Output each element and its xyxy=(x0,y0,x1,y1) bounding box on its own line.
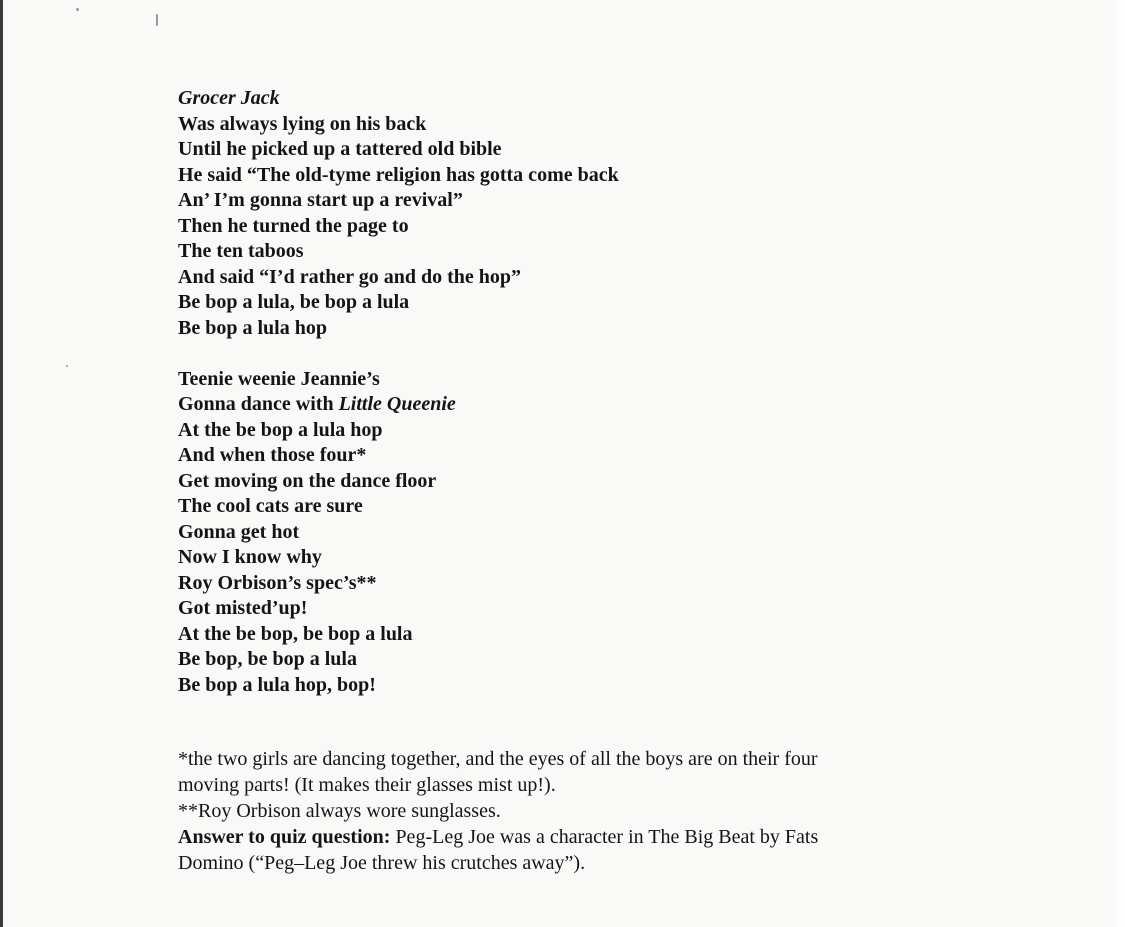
footnote-1-line: moving parts! (It makes their glasses mist up!). xyxy=(178,774,556,796)
verse-1-line: Be bop a lula, be bop a lula xyxy=(178,291,410,313)
scan-edge xyxy=(0,0,3,927)
song-reference-italic: Grocer Jack xyxy=(178,87,280,109)
quiz-answer-label: Answer to quiz question: xyxy=(178,826,391,848)
verse-2-line-mixed xyxy=(178,392,938,418)
quiz-answer-line xyxy=(178,824,938,850)
scan-speck xyxy=(156,14,158,26)
verse-1-line: The ten taboos xyxy=(178,240,304,262)
page-margin xyxy=(1107,0,1125,927)
verse-2-line: Gonna get hot xyxy=(178,520,300,543)
footnotes-block xyxy=(178,746,938,876)
verse-2-line: Get moving on the dance floor xyxy=(178,469,437,492)
verse-1-line: An’ I’m gonna start up a revival” xyxy=(178,189,463,211)
verse-2-line: Now I know why xyxy=(178,546,322,568)
verse-1-line: He said “The old-tyme religion has gotta come back xyxy=(178,163,619,186)
verse-2-line-prefix: Gonna dance with xyxy=(178,393,339,415)
quiz-answer-text: Peg-Leg Joe was a character in The Big Beat by Fats xyxy=(390,826,819,848)
song-reference-italic: Little Queenie xyxy=(338,393,456,415)
footnote-1-line: *the two girls are dancing together, and the eyes of all the boys are on their four xyxy=(178,748,818,770)
footnote-2: **Roy Orbison always wore sunglasses. xyxy=(178,800,501,822)
verse-1-line: And said “I’d rather go and do the hop” xyxy=(178,265,522,288)
quiz-answer-line: Domino (“Peg–Leg Joe threw his crutches away”). xyxy=(178,852,586,874)
scan-speck xyxy=(66,365,68,367)
verse-1-line: Then he turned the page to xyxy=(178,214,409,237)
verse-1-line: Was always lying on his back xyxy=(178,112,427,135)
verse-2-line: Got misted’up! xyxy=(178,597,308,619)
verse-2-line: Be bop a lula hop, bop! xyxy=(178,673,376,696)
verse-2-line: The cool cats are sure xyxy=(178,495,363,517)
verse-2-line: Teenie weenie Jeannie’s xyxy=(178,367,380,390)
verse-2-line: Roy Orbison’s spec’s** xyxy=(178,571,377,594)
verse-1 xyxy=(178,86,938,341)
verse-2 xyxy=(178,367,938,699)
verse-2-line: At the be bop, be bop a lula xyxy=(178,622,413,645)
verse-2-line: And when those four* xyxy=(178,444,367,466)
stanza-break xyxy=(178,341,938,367)
verse-2-line: Be bop, be bop a lula xyxy=(178,648,357,670)
verse-1-line: Be bop a lula hop xyxy=(178,316,327,339)
verse-2-line: At the be bop a lula hop xyxy=(178,418,383,441)
verse-1-title-line xyxy=(178,86,938,112)
lyrics-block xyxy=(178,86,938,698)
verse-1-line: Until he picked up a tattered old bible xyxy=(178,138,502,160)
scan-speck xyxy=(76,8,79,11)
